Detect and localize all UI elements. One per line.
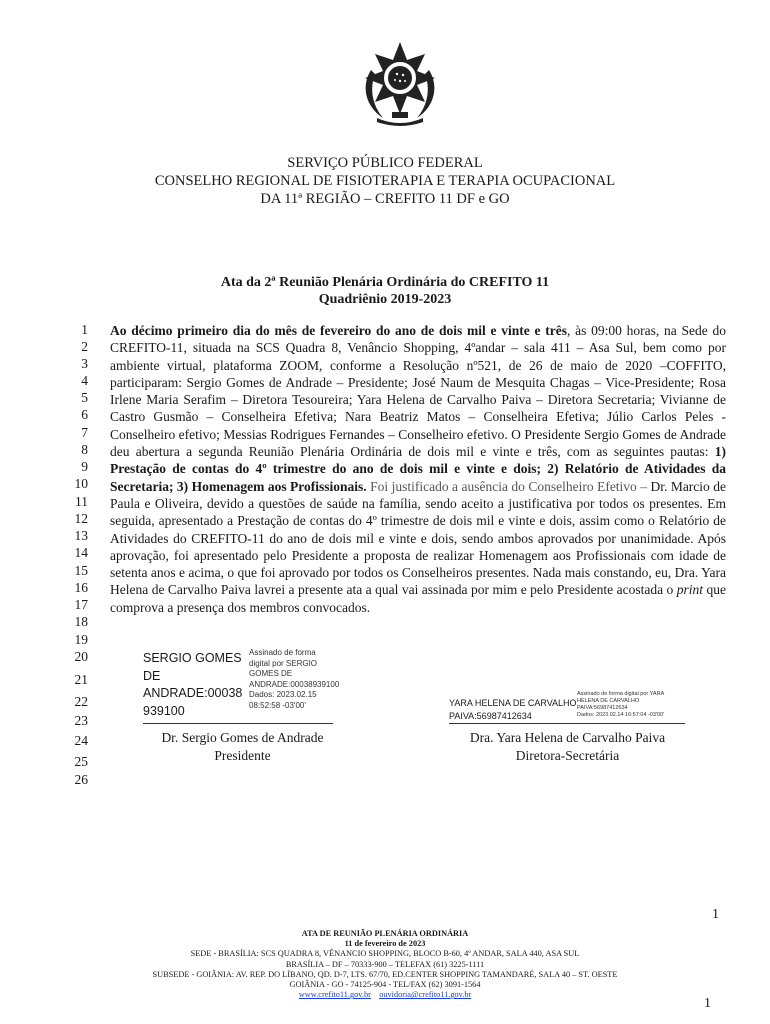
footer-page-number: 1 — [704, 996, 711, 1011]
line-number: 24 — [74, 733, 88, 748]
line-number: 11 — [75, 494, 88, 509]
line-number: 21 — [74, 672, 88, 687]
line-number: 6 — [81, 407, 88, 422]
line-number: 12 — [74, 511, 88, 526]
line-number: 3 — [81, 356, 88, 371]
line-number: 1 — [81, 322, 88, 337]
footer-title: ATA DE REUNIÃO PLENÁRIA ORDINÁRIA — [301, 929, 469, 938]
line-number: 17 — [74, 597, 88, 612]
document-title: Ata da 2ª Reunião Plenária Ordinária do CREFITO 11 — [220, 275, 550, 290]
minutes-body — [110, 322, 726, 616]
right-signer-role: Diretora-Secretária — [515, 748, 620, 763]
website-link[interactable]: www.crefito11.gov.br — [298, 990, 371, 1000]
footer — [0, 929, 770, 1000]
line-number: 20 — [74, 649, 88, 664]
left-signature-name: SERGIO GOMES DE ANDRADE:00038 939100 — [143, 651, 243, 718]
line-number: 7 — [81, 425, 88, 440]
left-signature-certificate: Assinado de forma digital por SERGIO GOMES DE ANDRADE:00038939100 Dados: 2023.02.15 08:52:58 -03'00' — [249, 648, 340, 710]
line-number: 22 — [74, 694, 88, 709]
header-line-1: SERVIÇO PÚBLICO FEDERAL — [287, 155, 483, 171]
coat-of-arms-icon — [357, 40, 443, 126]
line-number: 16 — [74, 580, 88, 595]
line-number: 8 — [81, 442, 88, 457]
line-number: 26 — [74, 772, 88, 787]
opening-phrase: Ao décimo primeiro dia do mês de fevereiro do ano de dois mil e vinte e três — [110, 323, 567, 338]
left-signature-line — [143, 723, 333, 724]
right-signature-certificate: Assinado de forma digital por YARA HELENA DE CARVALHO PAIVA:56987412634 Dados: 2023.02.14 16:57:04 -03'00' — [577, 691, 665, 718]
line-number: 5 — [81, 390, 88, 405]
line-number: 25 — [74, 754, 88, 769]
line-number: 10 — [74, 476, 88, 491]
line-number: 14 — [74, 545, 88, 560]
right-signature-name: YARA HELENA DE CARVALHO PAIVA:56987412634 — [449, 698, 577, 721]
body-text-continued: Dr. Marcio de Paula e Oliveira, devido a questões de saúde na família, sendo aceito a justificativa por todos os presentes. Em seguida, apresentado a Prestação de contas do 4º trimestre de dois mil e vinte e dois, assim como o Relatório de Atividades do CREFITO-11 do ano de dois mil e vinte e dois, sendo ambos aprovados por unanimidade. Após aprovação, foi apresentado pelo Presidente a proposta de realizar Homenagem aos Profissionais com idade de setenta anos e acima, o que foi aprovado por todos os Conselheiros presentes. Nada mais constando, eu, Dra. Yara Helena de Carvalho Paiva lavrei a presente ata a qual vai assinada por mim e pelo Presidente acostada o — [110, 478, 726, 598]
line-number: 15 — [74, 563, 88, 578]
ombudsman-email-link[interactable]: ouvidoria@crefito11.gov.br — [379, 990, 472, 1000]
print-word: print — [676, 582, 704, 598]
footer-date: 11 de fevereiro de 2023 — [344, 939, 426, 949]
right-signer-name: Dra. Yara Helena de Carvalho Paiva — [469, 730, 666, 745]
agenda-items: 1) Prestação de contas do 4º trimestre do ano de dois mil e vinte e dois; 2) Relatório de Atividades da Secretaria; 3) Homenagem aos Profissionais. — [110, 444, 726, 494]
footer-address-branch: SUBSEDE - GOIÂNIA: AV. REP. DO LÍBANO, QD. D-7, LTS. 67/70, ED.CENTER SHOPPING TAMANDARÉ, SALA 40 – ST. OESTE — [152, 969, 618, 979]
page-number: 1 — [712, 907, 719, 922]
footer-address-hq: SEDE - BRASÍLIA: SCS QUADRA 8, VÊNANCIO SHOPPING, BLOCO B-60, 4º ANDAR, SALA 440, ASA SUL — [190, 949, 580, 959]
absence-note: Foi justificado a ausência do Conselheiro Efetivo – — [366, 478, 651, 494]
line-number: 18 — [74, 614, 88, 629]
left-signer-role: Presidente — [214, 748, 271, 763]
footer-address-branch-city: GOIÂNIA - GO - 74125-904 - TEL/FAX (62) 3091-1564 — [289, 980, 481, 990]
line-number: 2 — [81, 339, 88, 354]
body-text-end: que comprova a presença dos membros convocados. — [110, 582, 726, 615]
document-subtitle: Quadriênio 2019-2023 — [318, 292, 452, 307]
right-signature-line — [449, 723, 685, 724]
header-line-3: DA 11ª REGIÃO – CREFITO 11 DF e GO — [260, 191, 510, 207]
footer-address-hq-city: BRASÍLIA – DF – 70333-900 – TELEFAX (61) 3225-1111 — [285, 959, 485, 969]
line-number: 23 — [74, 713, 88, 728]
body-text: , às 09:00 horas, na Sede do CREFITO-11, situada na SCS Quadra 8, Venâncio Shopping, 4ºandar – sala 411 – Asa Sul, bem como por ambiente virtual, plataforma ZOOM, conforme a Resolução nº521, de 26 de maio de 2020 –COFFITO, participaram: Sergio Gomes de Andrade – Presidente; José Naum de Mesquita Chagas – Vice-Presidente; Rosa Irlene Maria Serafim – Diretora Tesoureira; Yara Helena de Carvalho Paiva – Diretora Secretaria; Vivianne de Castro Gusmão – Conselheira Efetiva; Nara Beatriz Matos – Conselheira Efetiva; Júlio Carlos Peles - Conselheiro efetivo; Messias Rodrigues Fernandes – Conselheiro efetivo. O Presidente Sergio Gomes de Andrade deu abertura a segunda Reunião Plenária Ordinária de dois mil e vinte e três, com as seguintes pautas: — [110, 323, 726, 460]
line-number: 13 — [74, 528, 88, 543]
header-line-2: CONSELHO REGIONAL DE FISIOTERAPIA E TERAPIA OCUPACIONAL — [154, 173, 616, 189]
line-number: 4 — [81, 373, 88, 388]
line-number: 9 — [81, 459, 88, 474]
left-signer-name: Dr. Sergio Gomes de Andrade — [161, 730, 324, 745]
line-number: 19 — [74, 632, 88, 647]
